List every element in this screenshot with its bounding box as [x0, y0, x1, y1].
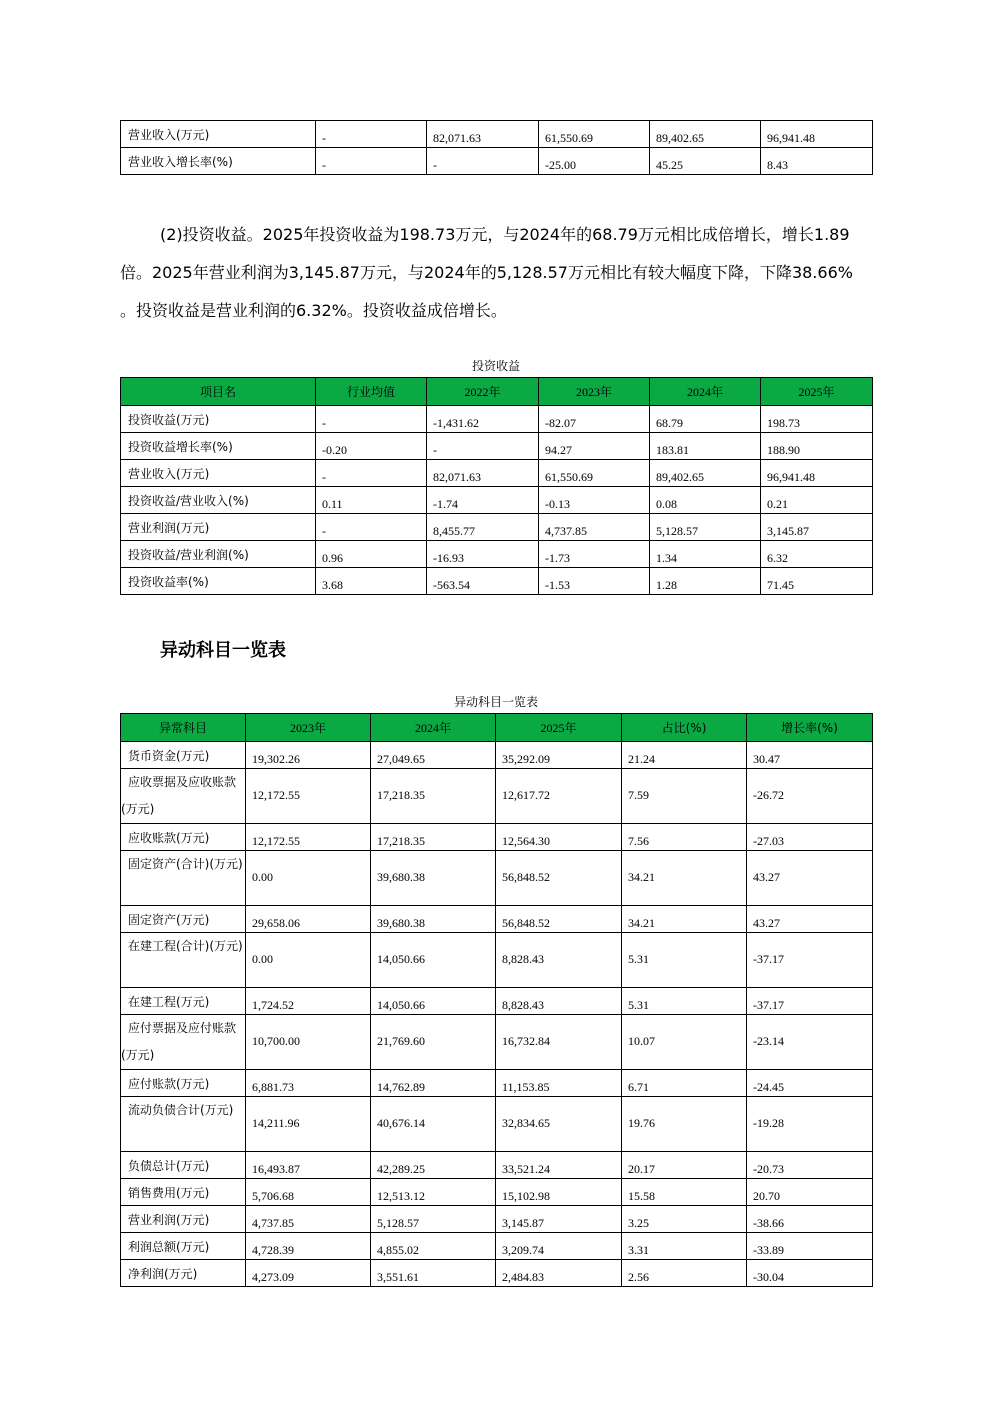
column-header: 2024年	[371, 714, 496, 742]
table-cell: 11,153.85	[496, 1070, 622, 1097]
table-row	[121, 1260, 873, 1287]
table-cell: -20.73	[747, 1152, 873, 1179]
table-cell: 14,050.66	[371, 988, 496, 1015]
row-label: 净利润(万元)	[121, 1260, 246, 1287]
row-label: 投资收益/营业收入(%)	[121, 487, 316, 514]
table-row	[121, 769, 873, 824]
table-cell: -	[316, 148, 427, 175]
row-label: 投资收益增长率(%)	[121, 433, 316, 460]
column-header: 2023年	[539, 378, 650, 406]
table-cell: 1.34	[650, 541, 761, 568]
table-cell: 45.25	[650, 148, 761, 175]
column-header: 异常科目	[121, 714, 246, 742]
table-cell: 0.21	[761, 487, 873, 514]
table-row	[121, 906, 873, 933]
table-cell: 0.96	[316, 541, 427, 568]
table-cell: -	[427, 433, 539, 460]
table-row	[121, 1206, 873, 1233]
table-cell: 42,289.25	[371, 1152, 496, 1179]
table-cell: 2.56	[622, 1260, 747, 1287]
table-cell: 56,848.52	[496, 851, 622, 906]
table-cell: 21.24	[622, 742, 747, 769]
table-cell: 33,521.24	[496, 1152, 622, 1179]
table-cell: 4,855.02	[371, 1233, 496, 1260]
table-row	[121, 1152, 873, 1179]
table-cell: -0.13	[539, 487, 650, 514]
table-cell: 17,218.35	[371, 769, 496, 824]
table-row	[121, 742, 873, 769]
row-label: 固定资产(合计)(万元)	[121, 851, 246, 906]
table-cell: 10,700.00	[246, 1015, 371, 1070]
table-row	[121, 1233, 873, 1260]
table-cell: 6.71	[622, 1070, 747, 1097]
table-header-row	[121, 378, 873, 406]
row-label: 应收票据及应收账款(万元)	[121, 769, 246, 824]
investment-income-table	[120, 377, 873, 595]
column-header: 2025年	[496, 714, 622, 742]
table-cell: 3,209.74	[496, 1233, 622, 1260]
table-cell: 12,172.55	[246, 769, 371, 824]
table-cell: 89,402.65	[650, 121, 761, 148]
investment-income-paragraph	[120, 216, 890, 330]
table-row	[121, 1015, 873, 1070]
table-cell: -82.07	[539, 406, 650, 433]
table-cell: -30.04	[747, 1260, 873, 1287]
table-cell: 20.70	[747, 1179, 873, 1206]
table-cell: 71.45	[761, 568, 873, 595]
row-label: 固定资产(万元)	[121, 906, 246, 933]
table-cell: 1.28	[650, 568, 761, 595]
row-label: 应收账款(万元)	[121, 824, 246, 851]
table-cell: -	[316, 514, 427, 541]
table-cell: 27,049.65	[371, 742, 496, 769]
row-label: 流动负债合计(万元)	[121, 1097, 246, 1152]
table-cell: 188.90	[761, 433, 873, 460]
table-cell: -16.93	[427, 541, 539, 568]
table-cell: 3,551.61	[371, 1260, 496, 1287]
paragraph-line-3: 。投资收益是营业利润的6.32%。投资收益成倍增长。	[120, 301, 507, 320]
invest-table-caption: 投资收益	[471, 359, 520, 373]
table-row	[121, 406, 873, 433]
column-header: 项目名	[121, 378, 316, 406]
column-header: 2024年	[650, 378, 761, 406]
paragraph-line-1: (2)投资收益。2025年投资收益为198.73万元，与2024年的68.79万元相比成倍增长，增长1.89	[160, 225, 850, 244]
row-label: 投资收益(万元)	[121, 406, 316, 433]
table-cell: -38.66	[747, 1206, 873, 1233]
column-header: 行业均值	[316, 378, 427, 406]
table-cell: 14,050.66	[371, 933, 496, 988]
table-cell: 8,828.43	[496, 933, 622, 988]
table-cell: 35,292.09	[496, 742, 622, 769]
anomaly-items-table	[120, 713, 873, 1287]
table-row	[121, 148, 873, 175]
table-row	[121, 988, 873, 1015]
table-cell: 4,728.39	[246, 1233, 371, 1260]
table-cell: 16,732.84	[496, 1015, 622, 1070]
table-cell: -23.14	[747, 1015, 873, 1070]
table-cell: 3.31	[622, 1233, 747, 1260]
table-cell: 5,128.57	[371, 1206, 496, 1233]
table-row	[121, 568, 873, 595]
table-cell: 0.00	[246, 851, 371, 906]
table-cell: -563.54	[427, 568, 539, 595]
row-label: 利润总额(万元)	[121, 1233, 246, 1260]
table-header-row	[121, 714, 873, 742]
table-cell: 3.68	[316, 568, 427, 595]
table-cell: 1,724.52	[246, 988, 371, 1015]
table-row	[121, 460, 873, 487]
row-label: 应付账款(万元)	[121, 1070, 246, 1097]
table-cell: 82,071.63	[427, 121, 539, 148]
table-cell: -	[316, 406, 427, 433]
table-cell: 96,941.48	[761, 121, 873, 148]
table-cell: 183.81	[650, 433, 761, 460]
row-label: 在建工程(合计)(万元)	[121, 933, 246, 988]
table-cell: 5,128.57	[650, 514, 761, 541]
column-header: 占比(%)	[622, 714, 747, 742]
table-row	[121, 514, 873, 541]
table-cell: 8,455.77	[427, 514, 539, 541]
row-label: 在建工程(万元)	[121, 988, 246, 1015]
table-cell: 61,550.69	[539, 121, 650, 148]
table-row	[121, 487, 873, 514]
table-cell: 4,737.85	[539, 514, 650, 541]
table-cell: 8.43	[761, 148, 873, 175]
table-row	[121, 433, 873, 460]
table-cell: 30.47	[747, 742, 873, 769]
table-cell: -1,431.62	[427, 406, 539, 433]
column-header: 增长率(%)	[747, 714, 873, 742]
row-label: 营业利润(万元)	[121, 1206, 246, 1233]
table-row	[121, 1179, 873, 1206]
table-cell: 12,513.12	[371, 1179, 496, 1206]
table-cell: 29,658.06	[246, 906, 371, 933]
table-cell: 198.73	[761, 406, 873, 433]
table-cell: 32,834.65	[496, 1097, 622, 1152]
table-cell: 89,402.65	[650, 460, 761, 487]
table-cell: 21,769.60	[371, 1015, 496, 1070]
row-label: 营业利润(万元)	[121, 514, 316, 541]
row-label: 货币资金(万元)	[121, 742, 246, 769]
table-cell: -26.72	[747, 769, 873, 824]
table-cell: 19,302.26	[246, 742, 371, 769]
table-cell: 0.08	[650, 487, 761, 514]
table-cell: 4,737.85	[246, 1206, 371, 1233]
table-cell: 96,941.48	[761, 460, 873, 487]
row-label: 营业收入(万元)	[121, 121, 316, 148]
table-cell: 61,550.69	[539, 460, 650, 487]
table-cell: 15,102.98	[496, 1179, 622, 1206]
table-cell: 0.00	[246, 933, 371, 988]
revenue-table-continued	[120, 120, 873, 175]
table-cell: -33.89	[747, 1233, 873, 1260]
table-cell: 7.56	[622, 824, 747, 851]
table-cell: 43.27	[747, 906, 873, 933]
row-label: 投资收益率(%)	[121, 568, 316, 595]
row-label: 投资收益/营业利润(%)	[121, 541, 316, 568]
table-cell: 68.79	[650, 406, 761, 433]
table-cell: 40,676.14	[371, 1097, 496, 1152]
table-cell: 43.27	[747, 851, 873, 906]
table-cell: 5.31	[622, 933, 747, 988]
table-row	[121, 851, 873, 906]
table-cell: -24.45	[747, 1070, 873, 1097]
table-cell: 5.31	[622, 988, 747, 1015]
table-cell: 7.59	[622, 769, 747, 824]
table-cell: 10.07	[622, 1015, 747, 1070]
column-header: 2023年	[246, 714, 371, 742]
table-row	[121, 1097, 873, 1152]
anomaly-table-caption: 异动科目一览表	[453, 695, 538, 709]
table-cell: -1.53	[539, 568, 650, 595]
table-cell: 3,145.87	[496, 1206, 622, 1233]
column-header: 2022年	[427, 378, 539, 406]
table-cell: 15.58	[622, 1179, 747, 1206]
table-cell: -1.73	[539, 541, 650, 568]
table-cell: 20.17	[622, 1152, 747, 1179]
table-row	[121, 933, 873, 988]
table-cell: -37.17	[747, 933, 873, 988]
table-cell: 3,145.87	[761, 514, 873, 541]
table-cell: 6,881.73	[246, 1070, 371, 1097]
table-cell: 8,828.43	[496, 988, 622, 1015]
table-cell: -	[427, 148, 539, 175]
table-cell: 0.11	[316, 487, 427, 514]
row-label: 营业收入增长率(%)	[121, 148, 316, 175]
table-cell: 14,762.89	[371, 1070, 496, 1097]
table-cell: 19.76	[622, 1097, 747, 1152]
table-cell: -	[316, 460, 427, 487]
table-cell: 56,848.52	[496, 906, 622, 933]
table-cell: 16,493.87	[246, 1152, 371, 1179]
table-row	[121, 1070, 873, 1097]
table-cell: -1.74	[427, 487, 539, 514]
table-cell: -37.17	[747, 988, 873, 1015]
table-cell: -25.00	[539, 148, 650, 175]
column-header: 2025年	[761, 378, 873, 406]
table-cell: 2,484.83	[496, 1260, 622, 1287]
table-cell: 14,211.96	[246, 1097, 371, 1152]
table-cell: 94.27	[539, 433, 650, 460]
table-cell: 82,071.63	[427, 460, 539, 487]
row-label: 负债总计(万元)	[121, 1152, 246, 1179]
paragraph-line-2: 倍。2025年营业利润为3,145.87万元，与2024年的5,128.57万元相比有较大幅度下降，下降38.66%	[120, 263, 853, 282]
section-heading: 异动科目一览表	[160, 640, 286, 661]
table-cell: 3.25	[622, 1206, 747, 1233]
table-cell: 39,680.38	[371, 851, 496, 906]
table-cell: 34.21	[622, 906, 747, 933]
row-label: 营业收入(万元)	[121, 460, 316, 487]
table-cell: 4,273.09	[246, 1260, 371, 1287]
table-cell: 5,706.68	[246, 1179, 371, 1206]
table-cell: -0.20	[316, 433, 427, 460]
table-row	[121, 121, 873, 148]
table-cell: -27.03	[747, 824, 873, 851]
table-row	[121, 824, 873, 851]
table-cell: -	[316, 121, 427, 148]
table-cell: -19.28	[747, 1097, 873, 1152]
table-cell: 12,617.72	[496, 769, 622, 824]
table-row	[121, 541, 873, 568]
table-cell: 6.32	[761, 541, 873, 568]
table-cell: 34.21	[622, 851, 747, 906]
row-label: 应付票据及应付账款(万元)	[121, 1015, 246, 1070]
table-cell: 12,564.30	[496, 824, 622, 851]
row-label: 销售费用(万元)	[121, 1179, 246, 1206]
table-cell: 39,680.38	[371, 906, 496, 933]
table-cell: 12,172.55	[246, 824, 371, 851]
table-cell: 17,218.35	[371, 824, 496, 851]
